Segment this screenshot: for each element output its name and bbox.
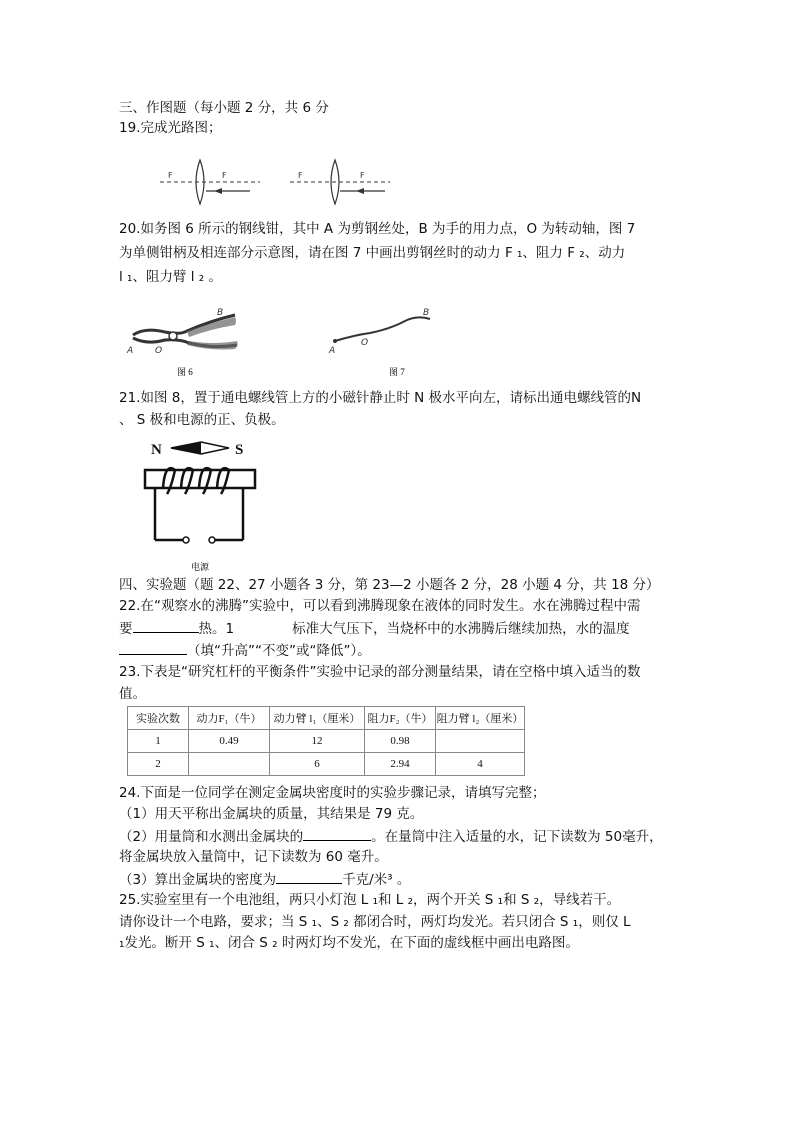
focal-label: F <box>168 171 173 180</box>
question-19: 19.完成光路图； <box>119 120 222 136</box>
arrow-icon <box>214 188 222 194</box>
lever-data-table <box>127 706 525 776</box>
question-23-line1: 23.下表是“研究杠杆的平衡条件”实验中记录的部分测量结果，请在空格中填入适当的数 <box>119 664 641 680</box>
label-a: A <box>329 346 336 356</box>
question-22-line2: 要 热。1 标准大气压下，当烧杯中的水沸腾后继续加热，水的温度 <box>119 618 630 639</box>
needle-n-label: N <box>151 442 162 458</box>
question-24-step3: （3）算出金属块的密度为 千克/米³ 。 <box>119 869 410 890</box>
question-20-line1: 20.如务图 6 所示的钢线钳，其中 A 为剪钢丝处，B 为手的用力点，O 为转动轴，图 7 <box>119 221 636 237</box>
answer-blank[interactable] <box>303 826 371 841</box>
coil-icon <box>163 468 229 494</box>
question-24-step2: （2）用量筒和水测出金属块的 。在量筒中注入适量的水，记下读数为 50毫升， <box>119 826 663 847</box>
question-25-line1: 25.实验室里有一个电池组，两只小灯泡 L ₁和 L ₂，两个开关 S ₁和 S ₂，导线若干。 <box>119 892 621 908</box>
figure-8-solenoid <box>135 432 265 577</box>
question-22-line1: 22.在“观察水的沸腾”实验中，可以看到沸腾现象在液体的同时发生。水在沸腾过程中需 <box>119 598 641 614</box>
question-22-line3: （填“升高”“不变”或“降低”）。 <box>119 640 371 661</box>
figure-7-caption: 图 7 <box>389 367 405 377</box>
answer-blank[interactable] <box>133 618 199 633</box>
lens-diagrams <box>150 155 410 210</box>
question-24-intro: 24.下面是一位同学在测定金属块密度时的实验步骤记录，请填写完整； <box>119 785 546 801</box>
label-b: B <box>217 308 224 318</box>
question-20-line3: l ₁、阻力臂 l ₂ 。 <box>119 269 222 285</box>
label-b: B <box>423 308 430 318</box>
table-row: 1 0.49 12 0.98 <box>128 730 525 753</box>
table-header-row: 实验次数 动力F₁（牛） 动力臂 l₁（厘米） 阻力F₂（牛） 阻力臂 l₂（厘米） <box>128 707 525 730</box>
table-blank-cell[interactable] <box>436 730 525 753</box>
terminal-icon <box>183 537 189 543</box>
figure-6-caption: 图 6 <box>177 367 193 377</box>
label-o: O <box>155 346 163 356</box>
terminal-icon <box>209 537 215 543</box>
label-a: A <box>127 346 134 356</box>
question-23-line2: 值。 <box>119 686 146 702</box>
answer-blank[interactable] <box>119 640 187 655</box>
needle-s-label: S <box>235 442 244 458</box>
question-21-line1: 21.如图 8，置于通电螺线管上方的小磁针静止时 N 极水平向左，请标出通电螺线管的N <box>119 390 642 406</box>
focal-label: F <box>360 171 365 180</box>
lens-diagram-1 <box>160 160 260 204</box>
table-row: 2 6 2.94 4 <box>128 753 525 776</box>
lens-diagram-2 <box>290 160 390 204</box>
focal-label: F <box>298 171 303 180</box>
question-20-line2: 为单侧钳柄及相连部分示意图，请在图 7 中画出剪钢丝时的动力 F ₁、阻力 F ₂、动力 <box>119 245 626 261</box>
answer-blank[interactable] <box>276 869 342 884</box>
arrow-icon <box>356 188 364 194</box>
section-3-header: 三、作图题（每小题 2 分，共 6 分 <box>119 100 329 116</box>
question-25-line2: 请你设计一个电路，要求；当 S ₁、S ₂ 都闭合时，两灯均发光。若只闭合 S ₁，则仅 L <box>119 914 631 930</box>
question-24-step1: （1）用天平称出金属块的质量，其结果是 79 克。 <box>119 806 424 822</box>
question-24-step2-cont: 将金属块放入量筒中，记下读数为 60 毫升。 <box>119 849 388 865</box>
section-4-header: 四、实验题（题 22、27 小题各 3 分，第 23—2 小题各 2 分，28 小题 4 分，共 18 分） <box>119 577 660 593</box>
label-o: O <box>361 338 369 348</box>
question-21-line2: 、 S 极和电源的正、负极。 <box>119 412 285 428</box>
focal-label: F <box>222 171 227 180</box>
figure-7-lever <box>325 305 445 380</box>
table-blank-cell[interactable] <box>189 753 270 776</box>
question-25-line3: ₁发光。断开 S ₁、闭合 S ₂ 时两灯均不发光，在下面的虚线框中画出电路图。 <box>119 935 579 951</box>
power-source-label: 电源 <box>191 562 210 572</box>
figure-6-pliers <box>125 305 245 380</box>
